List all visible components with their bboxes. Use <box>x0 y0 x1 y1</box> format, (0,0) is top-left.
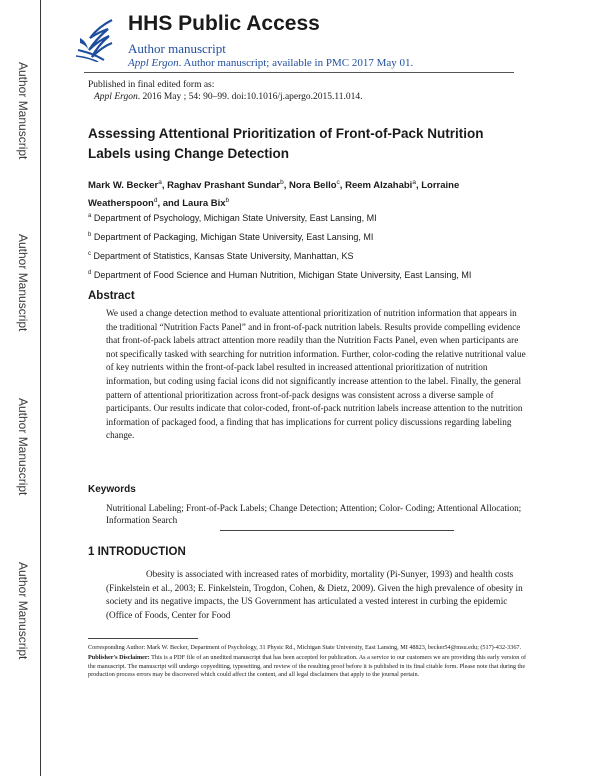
keywords-heading: Keywords <box>88 484 136 495</box>
footnote-divider <box>88 638 198 639</box>
hhs-eagle-logo-icon <box>74 16 120 62</box>
abstract-heading: Abstract <box>88 290 135 302</box>
publisher-disclaimer: Publisher's Disclaimer: This is a PDF file of an unedited manuscript that has been accepted for publication. As a service to our customers we are providing this early version of the manuscript. The manuscript will undergo copyediting, typesetting, and review of the resulting proof before it is published in its final citable form. Please note that during the production process errors may be discovered which could affect the content, and all legal disclaimers that apply to the journal pertain. <box>88 654 527 679</box>
affiliation: $^d$ Department of Food Science and Human Nutrition, Michigan State University, East Lansing, MI <box>88 270 472 280</box>
author: Lorraine Weatherspoon <box>88 180 460 210</box>
hhs-public-access-title: HHS Public Access <box>128 12 320 35</box>
affiliation: $^b$ Department of Packaging, Michigan State University, East Lansing, MI <box>88 232 374 242</box>
sidebar-label: Author Manuscript <box>16 234 30 332</box>
sidebar-label: Author Manuscript <box>16 398 30 496</box>
sidebar-label: Author Manuscript <box>16 562 30 660</box>
keywords-body: Nutritional Labeling; Front-of-Pack Labels; Change Detection; Attention; Color- Coding; Attentional Allocation; Information Search <box>106 503 522 525</box>
author: Raghav Prashant Sundar <box>167 180 281 192</box>
journal-name: Appl Ergon <box>128 57 179 69</box>
publication-info <box>88 79 363 103</box>
introduction-heading: 1 INTRODUCTION <box>88 546 186 558</box>
author-manuscript-subtitle: Author manuscript <box>128 41 226 56</box>
section-divider <box>220 530 454 531</box>
author: Laura Bix <box>182 198 226 210</box>
affiliation: $^a$ Department of Psychology, Michigan State University, East Lansing, MI <box>88 213 377 223</box>
author: Mark W. Becker <box>88 180 159 192</box>
hhs-header <box>64 14 584 74</box>
affiliation: $^c$ Department of Statistics, Kansas State University, Manhattan, KS <box>88 251 354 261</box>
author: Reem Alzahabi <box>345 180 413 192</box>
availability-line <box>128 57 413 69</box>
availability-text: . Author manuscript; available in PMC 2017 May 01. <box>178 57 414 69</box>
sidebar-divider <box>40 0 41 776</box>
corresponding-author-note: Corresponding Author: Mark W. Becker, Department of Psychology, 31 Physic Rd., Michigan State University, East Lansing, MI 48823, becker54@msu.edu; (517)-432-3367. <box>88 644 522 651</box>
article-title: Assessing Attentional Prioritization of Front-of-Pack Nutrition Labels using Change Detection <box>88 126 484 161</box>
abstract-body: We used a change detection method to evaluate attentional prioritization of nutrition information that appears in the traditional “Nutrition Facts Panel” and in front-of-pack nutrition labels. Results provide compelling evidence that front-of-pack labels attract attention more readily than the Nutrition Facts Panel, even when participants are not specifically tasked with searching for nutrition information. Further, color-coding the relative nutritional value of key nutrients within the front-of-pack label resulted in increased attentional prioritization of nutrition information, but coding using facial icons did not significantly increase attention to the label. Finally, the general pattern of attentional prioritization across front-of-pack designs was consistent across a diverse sample of participants. Our results indicate that color-coded, front-of-pack nutrition labels increase attention to the nutrition information of packaged food, a finding that has implications for current policy discussions regarding labeling change. <box>106 308 526 441</box>
header-divider <box>84 72 514 73</box>
citation-journal: Appl Ergon <box>94 92 138 102</box>
author: Nora Bello <box>289 180 337 192</box>
introduction-body: Obesity is associated with increased rates of morbidity, mortality (Pi-Sunyer, 1993) and health costs (Finkelstein et al., 2003; E. Finkelstein, Trogdon, Cohen, & Dietz, 2009). Given the high prevalence of obesity in society and its negative impacts, the US Government has articulated a vested interest in curbing the epidemic (Office of Foods, Center for Food <box>106 569 523 620</box>
footnotes <box>88 644 528 682</box>
author-list: Mark W. Becker$^a$, Raghav Prashant Sundar$^b$, Nora Bello$^c$, Reem Alzahabi$^a$, Lorraine Weatherspoon$^d$, and Laura Bix$^b$ <box>88 179 460 210</box>
author-manuscript-sidebar <box>0 0 44 776</box>
sidebar-label: Author Manuscript <box>16 62 30 160</box>
citation-line <box>88 91 363 103</box>
published-label: Published in final edited form as: <box>88 80 215 90</box>
affiliation-list <box>88 208 548 284</box>
citation-details: . 2016 May ; 54: 90–99. doi:10.1016/j.apergo.2015.11.014. <box>137 92 363 102</box>
